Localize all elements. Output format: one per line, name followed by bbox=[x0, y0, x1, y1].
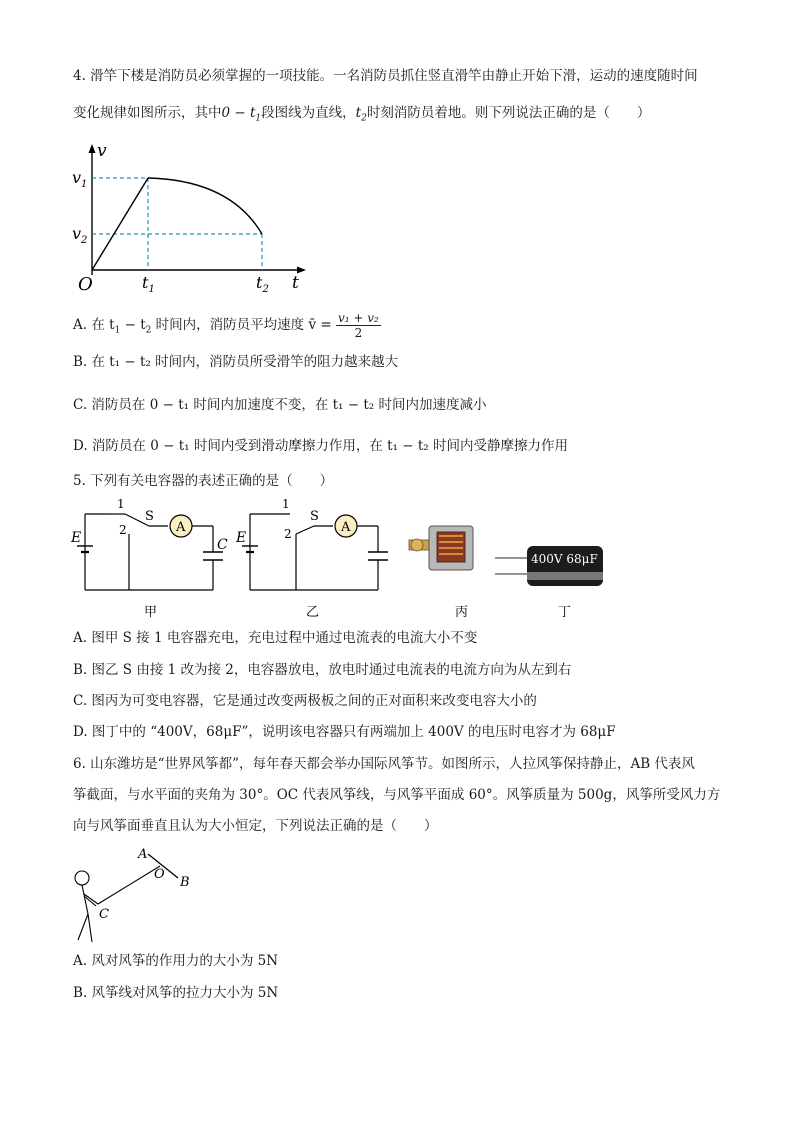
deceleration-curve bbox=[148, 178, 262, 234]
svg-text:A: A bbox=[138, 847, 148, 862]
q5-option-d: D. 图丁中的 “400V，68μF”，说明该电容器只有两端加上 400V 的电压时电容才为 68μF bbox=[73, 724, 616, 740]
q5-stem: 5. 下列有关电容器的表述正确的是（ ） bbox=[73, 473, 334, 489]
svg-text:乙: 乙 bbox=[306, 605, 320, 620]
t1-label: $t_1$ bbox=[142, 273, 155, 295]
q6-stem-line3: 向与风筝面垂直且认为大小恒定，下列说法正确的是（ ） bbox=[73, 818, 438, 834]
q5-option-a: A. 图甲 S 接 1 电容器充电，充电过程中通过电流表的电流大小不变 bbox=[73, 630, 478, 646]
capacitor-figures bbox=[65, 494, 625, 624]
q6-stem-line2: 筝截面，与水平面的夹角为 30°。OC 代表风筝线，与风筝平面成 60°。风筝质量为 500g，风筝所受风力方 bbox=[73, 787, 721, 803]
svg-text:甲: 甲 bbox=[144, 605, 158, 620]
q4-option-d: D. 消防员在 0 − t₁ 时间内受到滑动摩擦力作用，在 t₁ − t₂ 时间内受静摩擦力作用 bbox=[73, 438, 568, 454]
q6-option-a: A. 风对风筝的作用力的大小为 5N bbox=[73, 953, 279, 969]
v-axis-arrow bbox=[89, 144, 96, 153]
circuit-jia bbox=[70, 497, 228, 620]
svg-text:400V 68μF: 400V 68μF bbox=[531, 552, 598, 566]
t-axis-label: t bbox=[292, 273, 299, 293]
electrolytic-capacitor-image bbox=[495, 546, 603, 620]
velocity-time-graph bbox=[70, 140, 310, 300]
svg-text:O: O bbox=[154, 867, 165, 882]
origin-label: O bbox=[78, 274, 93, 295]
q5-option-b: B. 图乙 S 由接 1 改为接 2，电容器放电，放电时通过电流表的电流方向为从左到右 bbox=[73, 662, 572, 678]
svg-text:1: 1 bbox=[117, 497, 125, 511]
svg-text:C: C bbox=[99, 907, 109, 922]
q4-option-a: A. 在 $t_1 - t_2$ 时间内，消防员平均速度 v̄ = $\frac{\text{v₁ + v₂}}{2}$ bbox=[73, 311, 379, 340]
svg-text:B: B bbox=[180, 875, 190, 890]
svg-text:S: S bbox=[145, 509, 154, 524]
svg-text:丁: 丁 bbox=[558, 605, 572, 620]
svg-text:2: 2 bbox=[284, 527, 292, 541]
q6-stem-line1: 6. 山东潍坊是“世界风筝都”，每年春天都会举办国际风筝节。如图所示，人拉风筝保持静止，AB 代表风 bbox=[73, 756, 695, 772]
circuit-yi bbox=[235, 497, 388, 620]
q6-option-b: B. 风筝线对风筝的拉力大小为 5N bbox=[73, 985, 279, 1001]
acceleration-segment bbox=[92, 178, 148, 270]
v1-label: $v_1$ bbox=[72, 168, 88, 190]
svg-text:E: E bbox=[71, 530, 82, 546]
v2-label: $v_2$ bbox=[72, 224, 88, 246]
svg-text:丙: 丙 bbox=[455, 605, 469, 620]
svg-text:S: S bbox=[310, 509, 319, 524]
q5-option-c: C. 图丙为可变电容器，它是通过改变两极板之间的正对面积来改变电容大小的 bbox=[73, 693, 537, 709]
variable-capacitor-image bbox=[409, 526, 473, 620]
kite-figure bbox=[66, 844, 206, 954]
svg-text:A: A bbox=[176, 520, 186, 535]
q4-option-c: C. 消防员在 0 − t₁ 时间内加速度不变，在 t₁ − t₂ 时间内加速度减小 bbox=[73, 397, 487, 413]
t2-label: $t_2$ bbox=[256, 273, 269, 295]
q4-stem-line1: 4. 滑竿下楼是消防员必须掌握的一项技能。一名消防员抓住竖直滑竿由静止开始下滑，运动的速度随时间 bbox=[73, 68, 698, 84]
q4-option-b: B. 在 t₁ − t₂ 时间内，消防员所受滑竿的阻力越来越大 bbox=[73, 354, 399, 370]
svg-text:C: C bbox=[217, 537, 228, 553]
svg-text:2: 2 bbox=[119, 523, 127, 537]
person-head bbox=[75, 871, 89, 885]
kite-string-oc bbox=[98, 866, 160, 904]
average-velocity-fraction: $\frac{\text{v₁ + v₂}}{2}$ bbox=[337, 311, 379, 340]
svg-text:A: A bbox=[341, 520, 351, 535]
switch-s-yi bbox=[296, 526, 314, 534]
v-axis-label: v bbox=[97, 141, 107, 161]
svg-text:1: 1 bbox=[282, 497, 290, 511]
svg-text:E: E bbox=[236, 530, 247, 546]
q4-stem-line2: 变化规律如图所示，其中$0 - t_1$段图线为直线，$t_2$时刻消防员着地。则下列说法正确的是（ ） bbox=[73, 105, 651, 124]
